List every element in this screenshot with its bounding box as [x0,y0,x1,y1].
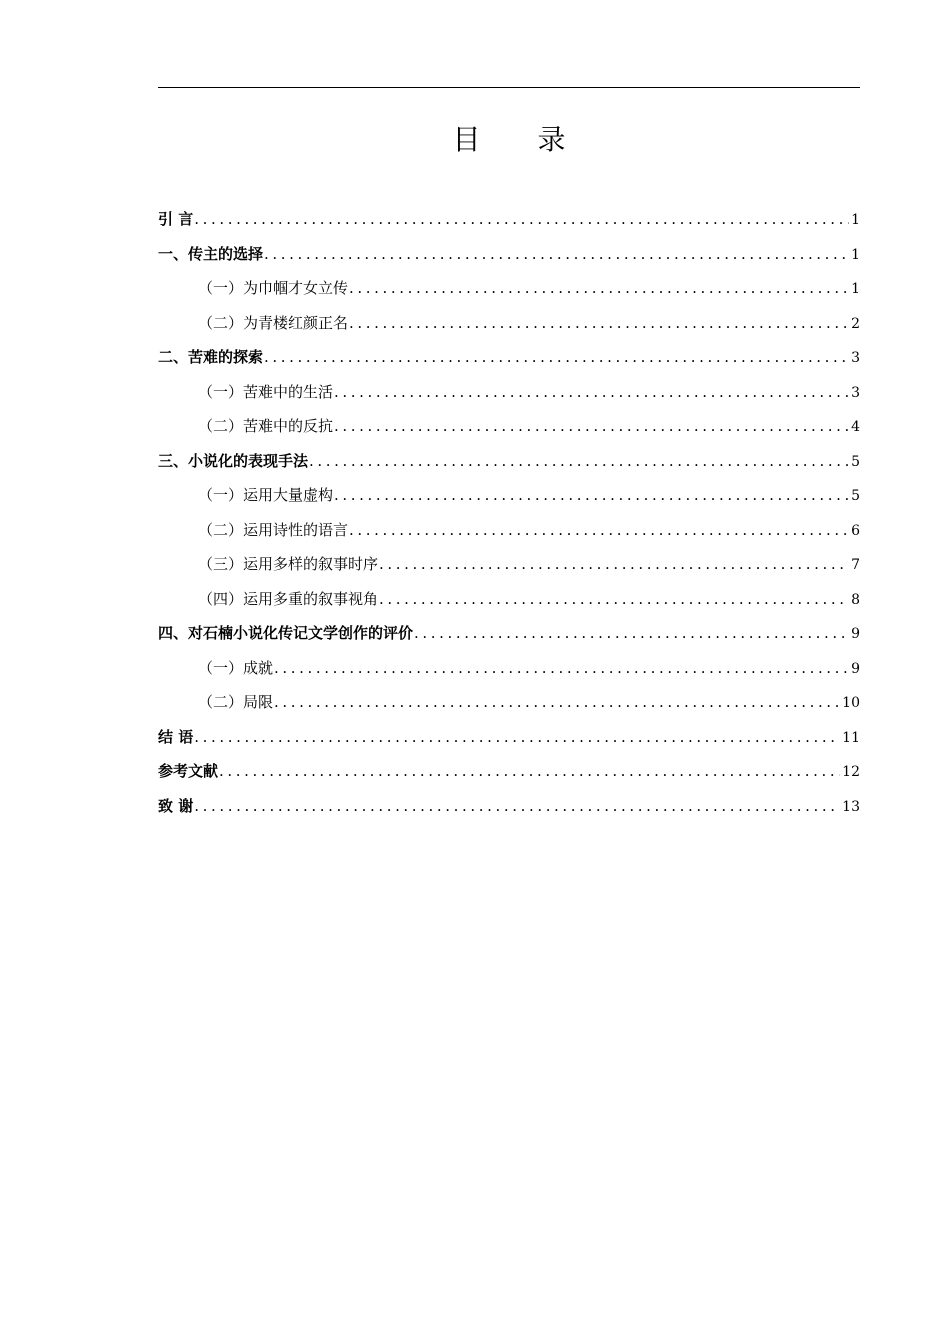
toc-entry[interactable] [158,685,860,720]
toc-entry-label: （四）运用多重的叙事视角 [198,589,379,608]
toc-dot-leader [334,409,849,444]
toc-entry[interactable] [158,789,860,824]
toc-dot-leader [349,306,849,341]
toc-entry-label: （一）苦难中的生活 [198,382,334,401]
toc-entry[interactable] [158,720,860,755]
toc-dot-leader [274,651,849,686]
toc-dot-leader [264,237,849,272]
toc-entry[interactable] [158,616,860,651]
toc-dot-leader [274,685,840,720]
toc-entry-label: （二）苦难中的反抗 [198,417,334,435]
toc-entry-page: 3 [851,350,860,366]
toc-entry-label: （三）运用多样的叙事时序 [198,555,379,573]
toc-entry-page: 9 [851,626,860,642]
toc-dot-leader [194,789,840,824]
toc-entry-label: （二）运用诗性的语言 [198,520,349,539]
toc-dot-leader [194,720,840,755]
toc-entry-page: 7 [851,557,860,573]
toc-entry-page: 12 [842,764,860,780]
toc-entry-page: 8 [851,591,860,608]
header-rule [158,87,860,88]
toc-dot-leader [309,444,849,479]
toc-entry[interactable] [158,375,860,410]
toc-dot-leader [379,547,849,582]
toc-entry-page: 5 [851,453,860,470]
toc-entry-page: 3 [851,384,860,401]
toc-dot-leader [349,271,849,306]
toc-entry-label: 引 言 [158,210,194,228]
toc-entry-page: 9 [851,660,860,677]
toc-dot-leader [379,582,849,617]
toc-entry[interactable] [158,306,860,341]
toc-entry-label: 结 语 [158,727,194,746]
toc-entry[interactable] [158,237,860,272]
toc-entry-label: 二、苦难的探索 [158,348,264,366]
toc-entry-page: 6 [851,522,860,539]
toc-dot-leader [264,340,849,375]
toc-entry-page: 1 [851,212,860,228]
toc-entry-page: 13 [842,798,860,815]
table-of-contents [158,202,860,823]
toc-entry[interactable] [158,547,860,582]
toc-entry-page: 10 [842,695,860,711]
toc-entry[interactable] [158,478,860,513]
toc-entry[interactable] [158,340,860,375]
toc-entry-label: 致 谢 [158,796,194,815]
toc-entry-page: 1 [851,246,860,263]
toc-dot-leader [334,375,849,410]
toc-entry-label: 一、传主的选择 [158,244,264,263]
toc-entry-page: 1 [851,281,860,297]
toc-entry[interactable] [158,651,860,686]
toc-entry-label: （一）成就 [198,658,274,677]
toc-entry[interactable] [158,513,860,548]
toc-entry-page: 5 [851,488,860,504]
toc-dot-leader [349,513,849,548]
toc-dot-leader [334,478,849,513]
toc-dot-leader [194,202,849,237]
toc-entry[interactable] [158,582,860,617]
toc-entry-label: （一）运用大量虚构 [198,486,334,504]
toc-entry[interactable] [158,271,860,306]
toc-entry[interactable] [158,754,860,789]
toc-entry[interactable] [158,409,860,444]
page-title: 目 录 [452,123,590,156]
toc-dot-leader [414,616,849,651]
toc-entry-page: 4 [851,419,860,435]
toc-entry-label: 四、对石楠小说化传记文学创作的评价 [158,624,414,642]
toc-entry-label: 参考文献 [158,762,219,780]
toc-entry-page: 11 [842,729,860,746]
toc-entry[interactable] [158,444,860,479]
toc-dot-leader [219,754,840,789]
toc-entry-label: （一）为巾帼才女立传 [198,279,349,297]
toc-entry[interactable] [158,202,860,237]
toc-entry-label: 三、小说化的表现手法 [158,451,309,470]
toc-entry-label: （二）为青楼红颜正名 [198,313,349,332]
toc-entry-page: 2 [851,315,860,332]
toc-entry-label: （二）局限 [198,693,274,711]
